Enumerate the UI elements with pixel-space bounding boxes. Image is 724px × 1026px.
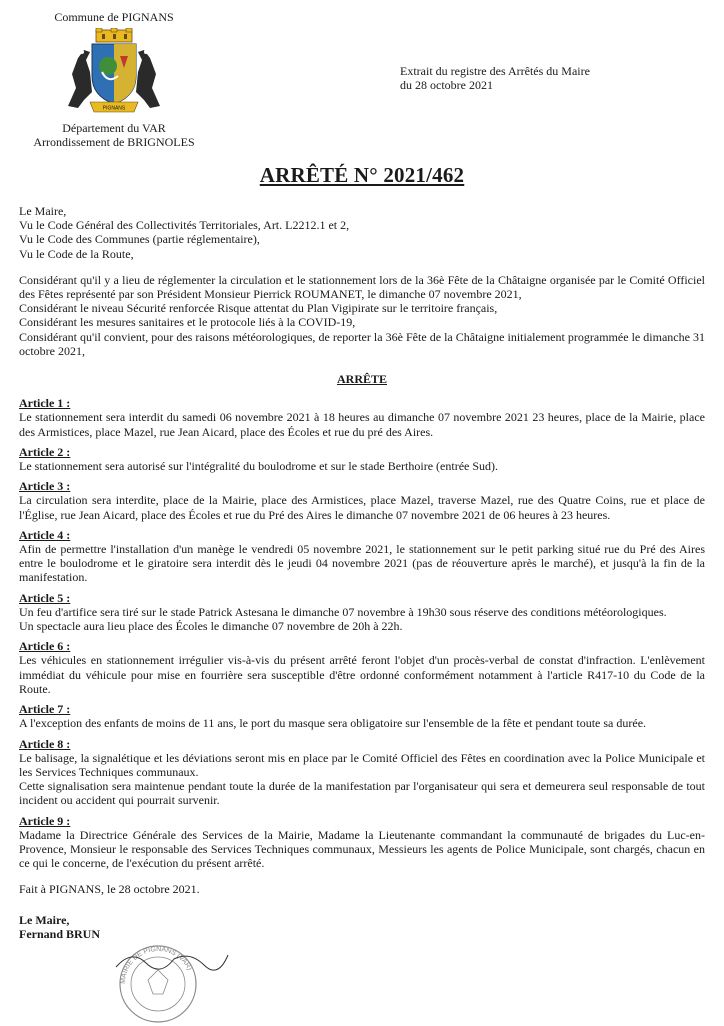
article-title: Article 7 : xyxy=(19,702,71,717)
arrondissement-name: Arrondissement de BRIGNOLES xyxy=(33,135,195,149)
crown-icon xyxy=(96,28,132,42)
article-text: Madame la Directrice Générale des Services de la Mairie, Madame la Lieutenante commandant la communauté de brigades du Luc-en-Provence, Monsieur le responsable des Services Techniques communaux, Messieurs les agents de Police Municipale, sont chargés, chacun en ce qui le concerne, de l'exécution du présent arrêté. xyxy=(19,827,705,871)
article-text: Les véhicules en stationnement irrégulier vis-à-vis du présent arrêté feront l'objet d'un procès-verbal de constat d'infraction. L'enlèvement immédiat du véhicule pour mise en fourrière sera susceptible d'être ordonné conformément notamment à l'article R417-10 du Code de la Route. xyxy=(19,653,705,696)
article-text: Afin de permettre l'installation d'un manège le vendredi 05 novembre 2021, le stationnement sur le petit parking situé rue du Pré des Aires entre le boulodrome et le giratoire sera interdit dès le jeudi 04 novembre 2021 (pas de réouverture après le marché), et jusqu'à la fin de la manifestation. xyxy=(19,542,705,585)
preamble-considerant-4: Considérant qu'il convient, pour des raisons météorologiques, de reporter la 36è Fête de la Châtaigne initialement programmée le dimanche 31 octobre 2021, xyxy=(19,329,705,358)
preamble-considerant-3: Considérant les mesures sanitaires et le protocole liés à la COVID-19, xyxy=(19,315,356,330)
article-8 xyxy=(19,737,705,808)
article-text: Le stationnement sera autorisé sur l'intégralité du boulodrome et sur le stade Berthoire (entrée Sud). xyxy=(19,459,499,474)
signer-name: Fernand BRUN xyxy=(19,926,101,941)
article-text: Le stationnement sera interdit du samedi 06 novembre 2021 à 18 heures au dimanche 07 novembre 2021 23 heures, place de la Mairie, place des Armistices, place Mazel, rue Jean Aicard, place des Écoles et rue du pré des Aires. xyxy=(19,410,705,439)
preamble-vu-3: Vu le Code de la Route, xyxy=(19,246,134,261)
article-text: Un spectacle aura lieu place des Écoles le dimanche 07 novembre de 20h à 22h. xyxy=(19,619,403,634)
article-text: A l'exception des enfants de moins de 11 ans, le port du masque sera obligatoire sur l'ensemble de la fête et pendant toute sa durée. xyxy=(19,716,647,731)
coat-of-arms-icon xyxy=(62,28,166,114)
article-title: Article 5 : xyxy=(19,590,71,605)
handwritten-signature-icon xyxy=(112,945,232,975)
section-heading: ARRÊTE xyxy=(336,372,387,387)
article-text: Le balisage, la signalétique et les déviations seront mis en place par le Comité Officiel des Fêtes en coordination avec la Police Municipale et les Services Techniques communaux. xyxy=(19,750,705,779)
article-text: Un feu d'artifice sera tiré sur le stade Patrick Astesana le dimanche 07 novembre à 19h30 sous réserve des conditions météorologiques. xyxy=(19,604,667,619)
article-title: Article 8 : xyxy=(19,736,71,751)
article-6 xyxy=(19,639,705,696)
article-7 xyxy=(19,702,705,730)
article-title: Article 2 : xyxy=(19,444,71,459)
article-title: Article 6 : xyxy=(19,639,71,654)
right-supporter-icon xyxy=(136,50,160,108)
preamble-maire: Le Maire, xyxy=(19,204,67,218)
stamp-text: MAIRIE DE PIGNANS (VAR) xyxy=(119,945,193,985)
crest-banner xyxy=(90,102,138,112)
article-title: Article 9 : xyxy=(19,813,71,828)
document-body xyxy=(19,204,705,941)
commune-name: Commune de PIGNANS xyxy=(54,10,174,24)
crest-banner-text: PIGNANS xyxy=(102,105,126,112)
register-extract-line1: Extrait du registre des Arrêtés du Maire xyxy=(400,64,590,78)
department-block xyxy=(0,121,228,149)
register-extract-date: du 28 octobre 2021 xyxy=(400,78,493,92)
article-4 xyxy=(19,528,705,585)
preamble-vu-2: Vu le Code des Communes (partie réglementaire), xyxy=(19,232,260,247)
article-text: La circulation sera interdite, place de la Mairie, place des Armistices, place Mazel, traverse Mazel, rue des Quatre Coins, rue et place de l'Église, rue Jean Aicard, place des Écoles et rue du Pré des Aires le dimanche 07 novembre 2021 de 06 heures à 23 heures. xyxy=(19,493,705,522)
article-title: Article 1 : xyxy=(19,396,71,411)
article-title: Article 3 : xyxy=(19,479,71,494)
department-name: Département du VAR xyxy=(62,121,166,135)
article-3 xyxy=(19,479,705,522)
preamble-considerant-2: Considérant le niveau Sécurité renforcée Risque attentat du Plan Vigipirate sur le territoire français, xyxy=(19,301,498,316)
shield-icon xyxy=(92,44,136,104)
fait-a-date: Fait à PIGNANS, le 28 octobre 2021. xyxy=(19,882,200,897)
preamble-considerant-1: Considérant qu'il y a lieu de réglementer la circulation et le stationnement lors de la 36è Fête de la Châtaigne organisée par le Comité Officiel des Fêtes représenté par son Président Monsieur Pierrick ROUMANET, le dimanche 07 novembre 2021, xyxy=(19,272,705,302)
article-1 xyxy=(19,396,705,439)
document-title: ARRÊTÉ N° 2021/462 xyxy=(259,163,465,187)
article-2 xyxy=(19,445,705,473)
register-extract xyxy=(400,64,590,92)
article-9 xyxy=(19,814,705,871)
article-5 xyxy=(19,591,705,634)
article-text: Cette signalisation sera maintenue pendant toute la durée de la manifestation par l'organisateur qui sera et demeurera seul responsable de tout incident ou accident qui pourrait survenir. xyxy=(19,779,705,808)
signer-title: Le Maire, xyxy=(19,912,70,927)
preamble-vu-1: Vu le Code Général des Collectivités Territoriales, Art. L2212.1 et 2, xyxy=(19,218,350,233)
left-supporter-icon xyxy=(68,50,92,108)
article-title: Article 4 : xyxy=(19,527,71,542)
